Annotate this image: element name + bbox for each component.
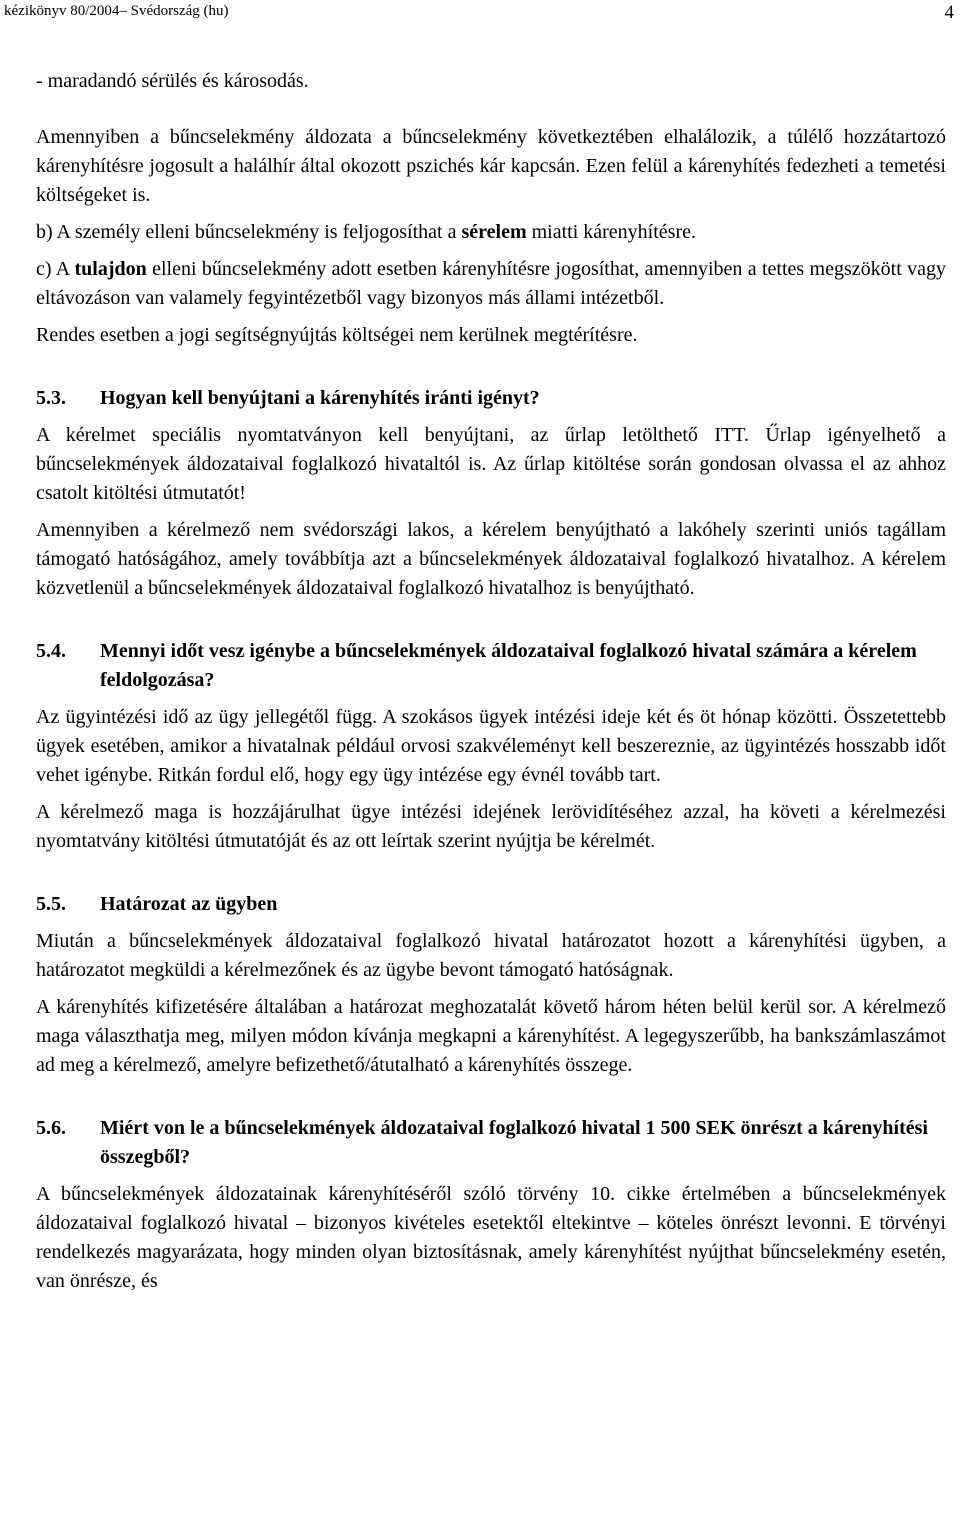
paragraph: A kárenyhítés kifizetésére általában a határozat meghozatalát követő három héten belül kerül sor. A kérelmező maga választhatja meg, milyen módon kívánja megkapni a kárenyhítést. A legegyszerűbb, ha bankszámlaszámot ad meg a kérelmező, amelyre befizethető/átutalható a kárenyhítés összege. bbox=[36, 996, 946, 1076]
section-heading-5-5 bbox=[36, 890, 946, 919]
section-heading-5-3 bbox=[36, 384, 946, 413]
paragraph: A kérelmet speciális nyomtatványon kell benyújtani, az űrlap letölthető ITT. Űrlap igényelhető a bűncselekmények áldozataival foglalkozó hivataltól is. Az űrlap kitöltése során gondosan olvassa el az ahhoz csatolt kitöltési útmutatót! bbox=[36, 424, 946, 504]
paragraph: A bűncselekmények áldozatainak kárenyhítéséről szóló törvény 10. cikke értelmében a bűncselekmények áldozataival foglalkozó hivatal – bizonyos kivételes esetektől eltekintve – köteles önrészt levonni. E törvényi rendelkezés magyarázata, hogy minden olyan biztosításnak, amely kárenyhítést nyújthat bűncselekmény esetén, van önrésze, és bbox=[36, 1183, 946, 1292]
section-title: Miért von le a bűncselekmények áldozataival foglalkozó hivatal 1 500 SEK önrészt a kárenyhítési összegből? bbox=[100, 1117, 928, 1168]
emphasis-text: tulajdon bbox=[74, 258, 147, 280]
text-run: c) A bbox=[36, 258, 75, 280]
paragraph: Miután a bűncselekmények áldozataival foglalkozó hivatal határozatot hozott a kárenyhítési ügyben, a határozatot megküldi a kérelmezőnek és az ügybe bevont támogató hatóságnak. bbox=[36, 930, 946, 981]
section-heading-5-4 bbox=[36, 637, 946, 695]
paragraph bbox=[36, 255, 946, 313]
section-number: 5.4. bbox=[36, 640, 66, 662]
paragraph: Rendes esetben a jogi segítségnyújtás költségei nem kerülnek megtérítésre. bbox=[36, 324, 638, 346]
text-run: elleni bűncselekmény adott esetben kárenyhítésre jogosíthat, amennyiben a tettes megszökött vagy eltávozáson van valamely fegyintézetből vagy bizonyos más állami intézetből. bbox=[36, 258, 947, 309]
paragraph: Az ügyintézési idő az ügy jellegétől függ. A szokásos ügyek intézési ideje két és öt hónap közötti. Összetettebb ügyek esetében, amikor a hivatalnak például orvosi szakvéleményt kell beszereznie, az ügyintézés hosszabb időt vehet igénybe. Ritkán fordul elő, hogy egy ügy intézése egy évnél tovább tart. bbox=[36, 706, 946, 786]
paragraph: - maradandó sérülés és károsodás. bbox=[36, 70, 309, 92]
section-title: Hogyan kell benyújtani a kárenyhítés iránti igényt? bbox=[100, 387, 540, 409]
emphasis-text: sérelem bbox=[461, 221, 527, 243]
section-title: Határozat az ügyben bbox=[100, 893, 278, 915]
paragraph: A kérelmező maga is hozzájárulhat ügye intézési idejének lerövidítéséhez azzal, ha követi a kérelmezési nyomtatvány kitöltési útmutatóját és az ott leírtak szerint nyújtja be kérelmét. bbox=[36, 801, 946, 852]
section-heading-5-6 bbox=[36, 1114, 946, 1172]
paragraph bbox=[36, 218, 946, 247]
section-number: 5.6. bbox=[36, 1117, 66, 1139]
paragraph: Amennyiben a kérelmező nem svédországi lakos, a kérelem benyújtható a lakóhely szerinti uniós tagállam támogató hatóságához, amely továbbítja azt a bűncselekmények áldozataival foglalkozó hivatalhoz. A kérelem közvetlenül a bűncselekmények áldozataival foglalkozó hivatalhoz is benyújtható. bbox=[36, 519, 946, 599]
running-header: kézikönyv 80/2004– Svédország (hu) bbox=[4, 3, 229, 19]
text-run: b) A személy elleni bűncselekmény is feljogosíthat a bbox=[36, 221, 462, 243]
text-run: miatti kárenyhítésre. bbox=[526, 221, 696, 243]
paragraph: Amennyiben a bűncselekmény áldozata a bűncselekmény következtében elhalálozik, a túlélő hozzátartozó kárenyhítésre jogosult a halálhír által okozott pszichés kár kapcsán. Ezen felül a kárenyhítés fedezheti a temetési költségeket is. bbox=[36, 126, 946, 206]
document-body bbox=[36, 67, 946, 1296]
section-title: Mennyi időt vesz igénybe a bűncselekmények áldozataival foglalkozó hivatal számára a kérelem feldolgozása? bbox=[100, 640, 917, 691]
section-number: 5.3. bbox=[36, 387, 66, 409]
section-number: 5.5. bbox=[36, 893, 66, 915]
page-number: 4 bbox=[944, 2, 954, 23]
